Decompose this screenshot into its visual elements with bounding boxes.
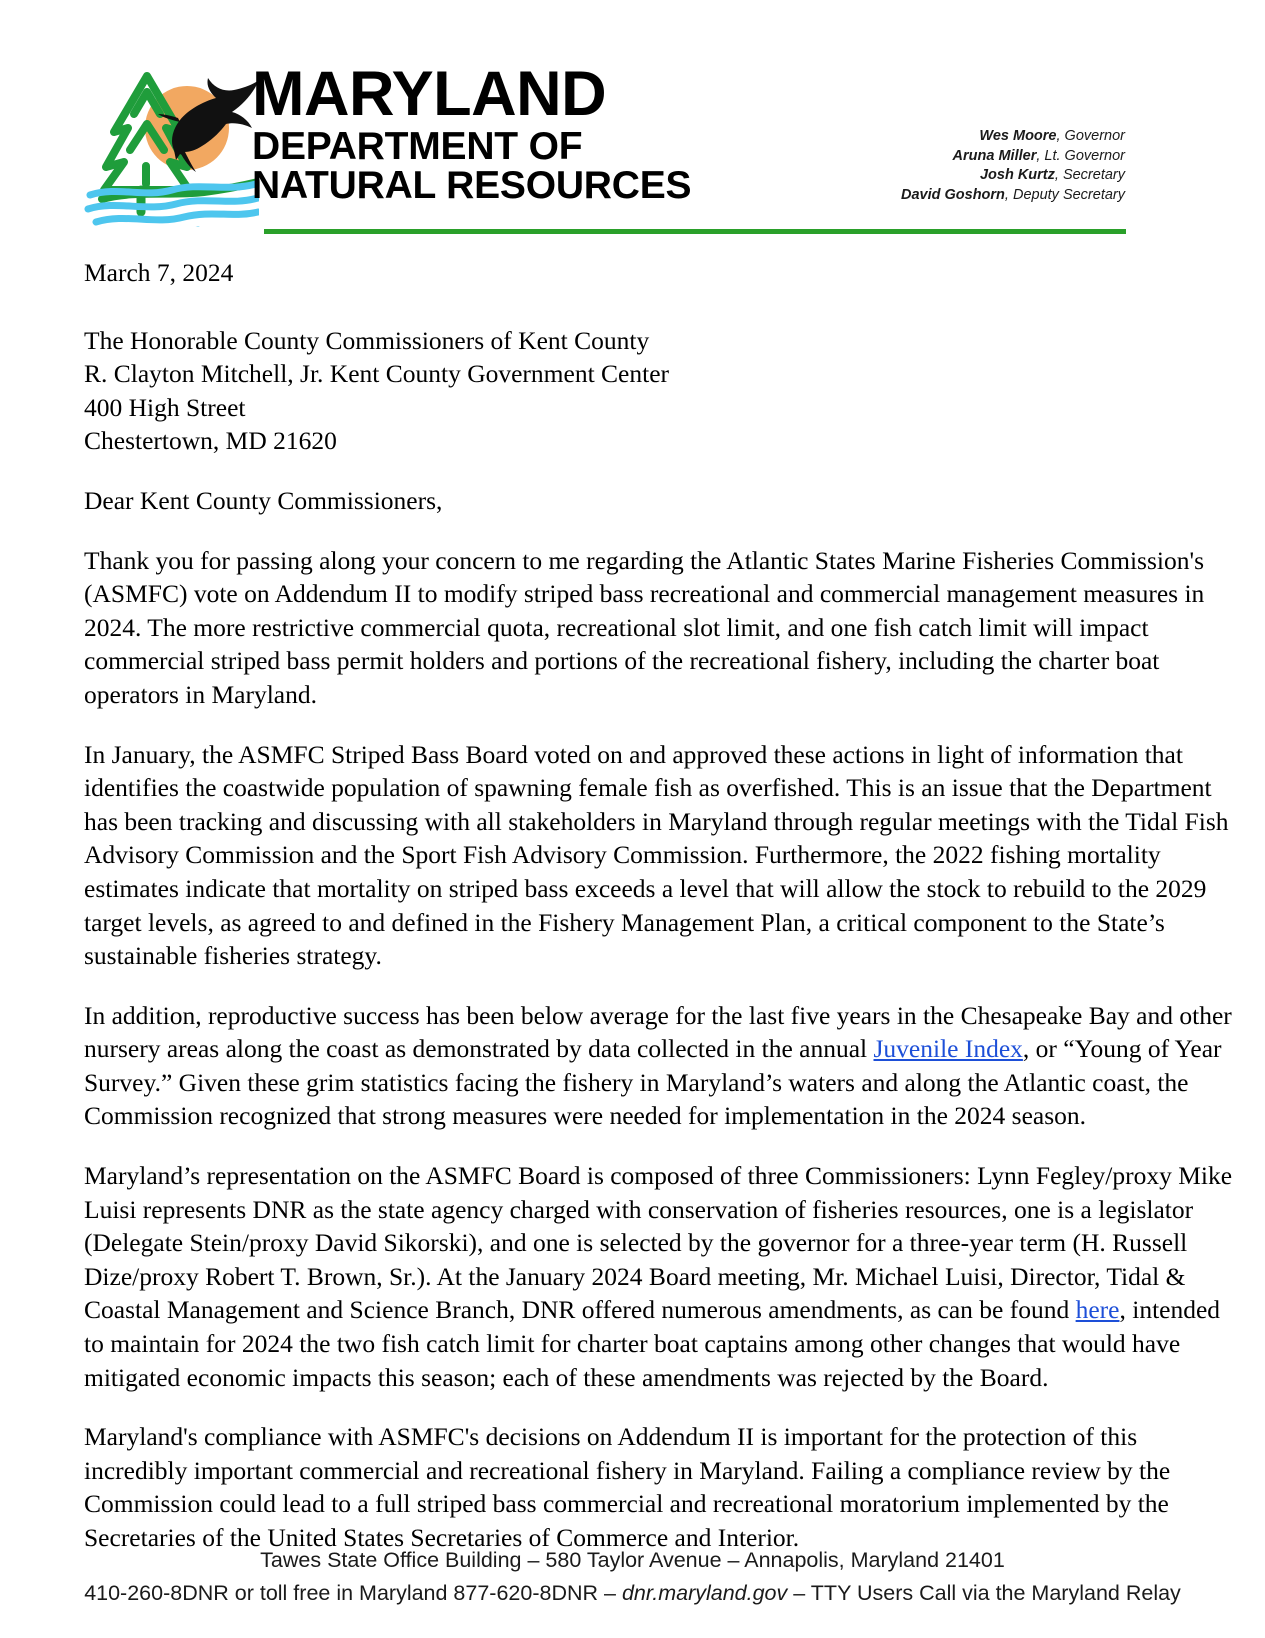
- footer-phone-text: 410-260-8DNR or toll free in Maryland 877-620-8DNR –: [84, 1581, 622, 1605]
- salutation-text: Dear Kent County Commissioners,: [84, 485, 443, 515]
- letterhead: [0, 0, 1265, 245]
- date-text: March 7, 2024: [84, 258, 234, 287]
- paragraph-line: operators in Maryland.: [84, 679, 317, 709]
- official-name: Josh Kurtz: [979, 167, 1055, 183]
- wordmark-line-maryland: MARYLAND: [252, 59, 607, 129]
- official-row-governor: [901, 127, 1125, 147]
- paragraph-line: In addition, reproductive success has been below average for the last five years in the Chesapeake Bay and other: [84, 1000, 1232, 1030]
- address-line-2: R. Clayton Mitchell, Jr. Kent County Government Center: [84, 359, 670, 389]
- spacer: [84, 973, 1184, 999]
- paragraph-line: identifies the coastwide population of spawning female fish as overfished. This is an issue that the Department: [84, 773, 1212, 803]
- paragraph-line: In January, the ASMFC Striped Bass Board voted on and approved these actions in light of information that: [84, 739, 1183, 769]
- paragraph-line: has been tracking and discussing with all stakeholders in Maryland through regular meetings with the Tidal Fish: [84, 806, 1229, 836]
- logo-svg: [84, 62, 259, 227]
- paragraph-line: Advisory Commission and the Sport Fish Advisory Commission. Furthermore, the 2022 fishing mortality: [84, 840, 1161, 870]
- water-waves-icon: [88, 184, 258, 227]
- spacer: [84, 458, 1184, 484]
- here-link[interactable]: here: [1075, 1295, 1120, 1325]
- spacer: [84, 518, 1184, 544]
- footer-contact-line: [0, 1577, 1265, 1610]
- header-divider-rule: [264, 229, 1126, 234]
- paragraph-line: mitigated economic impacts this season; each of these amendments was rejected by the Board.: [84, 1362, 1049, 1392]
- paragraph-line: commercial striped bass permit holders and portions of the recreational fishery, including the charter boat: [84, 646, 1160, 676]
- letter-date: [84, 256, 1184, 290]
- official-row-secretary: [901, 166, 1125, 186]
- text-before-link: nursery areas along the coast as demonstrated by data collected in the annual: [84, 1034, 874, 1064]
- wordmark-line-natural-resources: NATURAL RESOURCES: [252, 163, 692, 207]
- paragraph-line-with-link: [84, 1032, 1222, 1066]
- page-footer: [0, 1544, 1265, 1610]
- paragraph-line: target levels, as agreed to and defined in the Fishery Management Plan, a critical component to the State’s: [84, 907, 1165, 937]
- wordmark-line-department-of: DEPARTMENT OF: [252, 124, 583, 168]
- recipient-address: [84, 324, 1184, 458]
- official-name: Wes Moore: [979, 128, 1057, 144]
- agency-logo: [84, 59, 692, 227]
- letter-body: [84, 256, 1233, 1555]
- text-after-link: , or “Young of Year: [1022, 1034, 1222, 1064]
- address-line-4: Chestertown, MD 21620: [84, 426, 337, 456]
- official-title: , Secretary: [1054, 167, 1125, 183]
- paragraph-line: Thank you for passing along your concern to me regarding the Atlantic States Marine Fisheries Commission's: [84, 545, 1205, 575]
- paragraph-4: [84, 1159, 1233, 1394]
- spacer: [84, 1394, 1184, 1420]
- paragraph-1: [84, 544, 1205, 712]
- paragraph-line: Maryland’s representation on the ASMFC Board is composed of three Commissioners: Lynn Fegley/proxy Mike: [84, 1161, 1233, 1191]
- address-line-1: The Honorable County Commissioners of Kent County: [84, 325, 650, 355]
- paragraph-line: to maintain for 2024 the two fish catch limit for charter boat captains among other changes that would have: [84, 1329, 1181, 1359]
- address-line-3: 400 High Street: [84, 392, 246, 422]
- paragraph-line: sustainable fisheries strategy.: [84, 941, 382, 971]
- footer-tty-text: – TTY Users Call via the Maryland Relay: [787, 1581, 1181, 1605]
- paragraph-line: 2024. The more restrictive commercial quota, recreational slot limit, and one fish catch limit will impact: [84, 612, 1149, 642]
- official-title: , Lt. Governor: [1036, 147, 1125, 164]
- spacer: [84, 290, 1184, 324]
- paragraph-line: Maryland's compliance with ASMFC's decisions on Addendum II is important for the protection of this: [84, 1422, 1138, 1452]
- paragraph-line: incredibly important commercial and recreational fishery in Maryland. Failing a compliance review by the: [84, 1455, 1171, 1485]
- paragraph-line: Luisi represents DNR as the state agency charged with conservation of fisheries resources, one is a legislator: [84, 1194, 1194, 1224]
- footer-website[interactable]: dnr.maryland.gov: [621, 1581, 788, 1605]
- paragraph-line: (ASMFC) vote on Addendum II to modify striped bass recreational and commercial management measures in: [84, 579, 1205, 609]
- salutation: [84, 484, 1184, 518]
- paragraph-line: Secretaries of the United States Secretaries of Commerce and Interior.: [84, 1523, 800, 1552]
- paragraph-line-with-link: [84, 1293, 1221, 1327]
- official-row-lt-governor: [901, 147, 1125, 167]
- official-name: David Goshorn: [900, 186, 1005, 203]
- text-before-link: Coastal Management and Science Branch, DNR offered numerous amendments, as can be found: [84, 1295, 1076, 1325]
- footer-address-line: Tawes State Office Building – 580 Taylor Avenue – Annapolis, Maryland 21401: [260, 1548, 1005, 1572]
- official-title: , Deputy Secretary: [1004, 186, 1125, 203]
- dnr-logo-mark: [84, 62, 259, 227]
- juvenile-index-link[interactable]: Juvenile Index: [873, 1034, 1023, 1064]
- official-name: Aruna Miller: [952, 147, 1037, 164]
- paragraph-line: Dize/proxy Robert T. Brown, Sr.). At the January 2024 Board meeting, Mr. Michael Luisi, Director, Tidal &: [84, 1261, 1186, 1291]
- spacer: [84, 712, 1184, 738]
- spacer: [84, 1133, 1184, 1159]
- paragraph-5: [84, 1420, 1184, 1554]
- paragraph-3: [84, 999, 1232, 1133]
- paragraph-line: Commission could lead to a full striped bass commercial and recreational moratorium implemented by the: [84, 1489, 1169, 1519]
- paragraph-2: [84, 738, 1229, 973]
- official-row-deputy-secretary: [901, 186, 1125, 206]
- text-after-link: , intended: [1119, 1295, 1221, 1325]
- agency-wordmark: [252, 59, 692, 207]
- paragraph-line: Survey.” Given these grim statistics facing the fishery in Maryland’s waters and along the Atlantic coast, the: [84, 1067, 1189, 1097]
- officials-list: [901, 127, 1125, 205]
- paragraph-line: estimates indicate that mortality on striped bass exceeds a level that will allow the stock to rebuild to the 2029: [84, 873, 1207, 903]
- official-title: , Governor: [1056, 128, 1125, 144]
- paragraph-line: (Delegate Stein/proxy David Sikorski), and one is selected by the governor for a three-year term (H. Russell: [84, 1228, 1188, 1258]
- paragraph-line: Commission recognized that strong measures were needed for implementation in the 2024 season.: [84, 1101, 1087, 1131]
